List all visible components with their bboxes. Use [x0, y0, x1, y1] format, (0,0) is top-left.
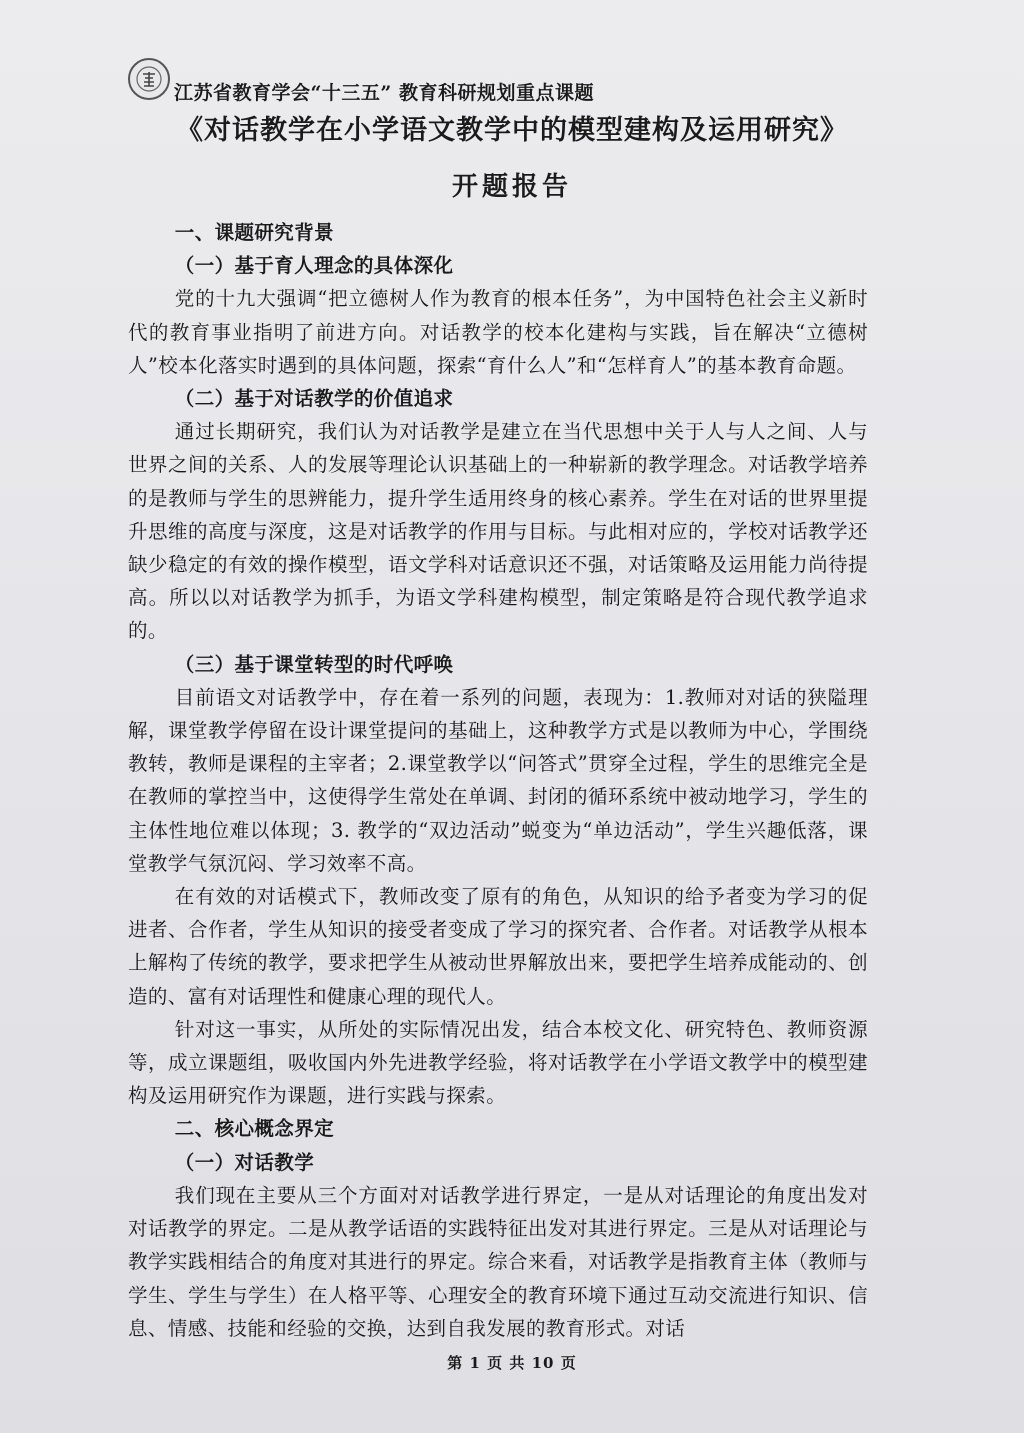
- page-footer: 第 1 页 共 10 页: [447, 1354, 577, 1372]
- paragraph: 通过长期研究，我们认为对话教学是建立在当代思想中关于人与人之间、人与世界之间的关系、人的发展等理论认识基础上的一种崭新的教学理念。对话教学培养的是教师与学生的思辨能力，提升学生适用终身的核心素养。学生在对话的世界里提升思维的高度与深度，这是对话教学的作用与目标。与此相对应的，学校对话教学还缺少稳定的有效的操作模型，语文学科对话意识还不强，对话策略及运用能力尚待提高。所以以对话教学为抓手，为语文学科建构模型，制定策略是符合现代教学追求的。: [128, 420, 868, 643]
- paragraph: 在有效的对话模式下，教师改变了原有的角色，从知识的给予者变为学习的促进者、合作者，学生从知识的接受者变成了学习的探究者、合作者。对话教学从根本上解构了传统的教学，要求把学生从被动世界解放出来，要把学生培养成能动的、创造的、富有对话理性和健康心理的现代人。: [128, 885, 868, 1008]
- society-logo-icon: [128, 58, 170, 100]
- document-title: 《对话教学在小学语文教学中的模型建构及运用研究》: [176, 115, 848, 146]
- section-heading: 二、核心概念界定: [174, 1117, 334, 1141]
- subsection-heading: （二）基于对话教学的价值追求: [174, 387, 454, 411]
- document-body: [128, 216, 868, 1345]
- subsection-heading: （三）基于课堂转型的时代呼唤: [174, 652, 454, 676]
- subsection-heading: （一）基于育人理念的具体深化: [174, 254, 454, 278]
- document-subtitle: 开题报告: [451, 172, 572, 202]
- document-header: [128, 62, 594, 102]
- paragraph: 党的十九大强调“把立德树人作为教育的根本任务”，为中国特色社会主义新时代的教育事业指明了前进方向。对话教学的校本化建构与实践，旨在解决“立德树人”校本化落实时遇到的具体问题，探索“育什么人”和“怎样育人”的基本教育命题。: [128, 287, 868, 377]
- subsection-heading: （一）对话教学: [174, 1150, 315, 1174]
- section-heading: 一、课题研究背景: [174, 221, 334, 244]
- paragraph: 目前语文对话教学中，存在着一系列的问题，表现为：1.教师对对话的狭隘理解，课堂教学停留在设计课堂提问的基础上，这种教学方式是以教师为中心，学围绕教转，教师是课程的主宰者；2.课堂教学以“问答式”贯穿全过程，学生的思维完全是在教师的掌控当中，这使得学生常处在单调、封闭的循环系统中被动地学习，学生的主体性地位难以体现；3. 教学的“双边活动”蜕变为“单边活动”，学生兴趣低落，课堂教学气氛沉闷、学习效率不高。: [128, 685, 868, 875]
- paragraph: 我们现在主要从三个方面对对话教学进行界定，一是从对话理论的角度出发对对话教学的界定。二是从教学话语的实践特征出发对其进行界定。三是从对话理论与教学实践相结合的角度对其进行的界定。综合来看，对话教学是指教育主体（教师与学生、学生与学生）在人格平等、心理安全的教育环境下通过互动交流进行知识、信息、情感、技能和经验的交换，达到自我发展的教育形式。对话: [128, 1183, 868, 1340]
- paragraph: 针对这一事实，从所处的实际情况出发，结合本校文化、研究特色、教师资源等，成立课题组，吸收国内外先进教学经验，将对话教学在小学语文教学中的模型建构及运用研究作为课题，进行实践与探索。: [128, 1017, 868, 1108]
- header-org-line: 江苏省教育学会“十三五” 教育科研规划重点课题: [174, 81, 594, 104]
